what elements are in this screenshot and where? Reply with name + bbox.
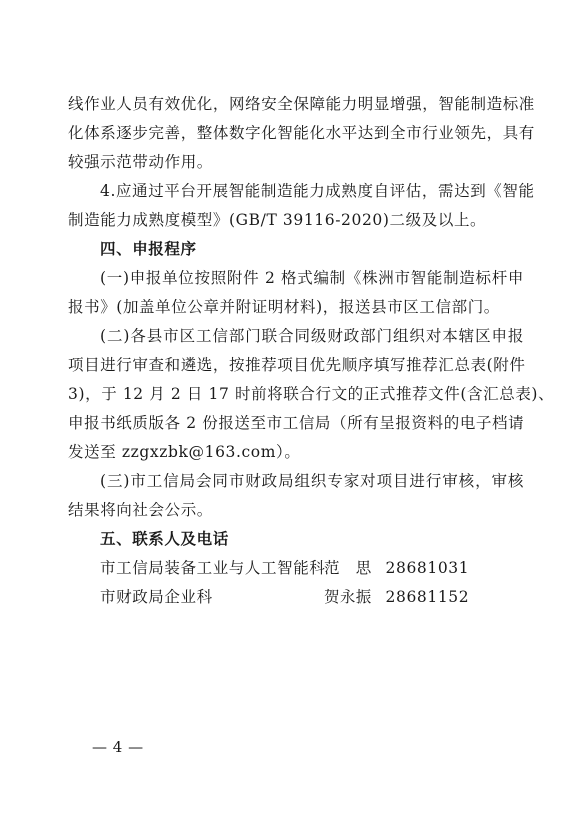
text-line: 项目进行审查和遴选，按推荐项目优先顺序填写推荐汇总表(附件 [68, 356, 526, 374]
procedure-item-3 [68, 467, 524, 525]
contact-name: 贺永振 [324, 588, 372, 606]
contact-phone: 28681152 [385, 588, 470, 606]
paragraph-continuation [68, 90, 535, 177]
procedure-item-2 [68, 322, 555, 467]
text-line: 3)，于 12 月 2 日 17 时前将联合行文的正式推荐文件(含汇总表)、 [68, 385, 555, 403]
text-line: 线作业人员有效优化，网络安全保障能力明显增强，智能制造标准 [68, 95, 535, 113]
requirement-4-paragraph [68, 177, 535, 235]
text-line: 发送至 zzgxzbk@163.com）。 [68, 443, 301, 461]
contact-row [68, 583, 524, 612]
text-line: 4.应通过平台开展智能制造能力成熟度自评估，需达到《智能 [100, 182, 535, 200]
contact-list [68, 554, 524, 612]
text-line: 报书》(加盖单位公章并附证明材料)，报送县市区工信部门。 [68, 298, 500, 316]
contact-department: 市财政局企业科 [100, 588, 213, 606]
contact-department: 市工信局装备工业与人工智能科 [100, 559, 326, 577]
text-line: (三)市工信局会同市财政局组织专家对项目进行审核，审核 [100, 472, 524, 490]
page-number: — 4 — [92, 738, 144, 756]
contact-row [68, 554, 524, 583]
text-line: 较强示范带动作用。 [68, 153, 213, 171]
document-body [68, 90, 555, 612]
text-line: 申报书纸质版各 2 份报送至市工信局（所有呈报资料的电子档请 [68, 414, 525, 432]
text-line: 化体系逐步完善，整体数字化智能化水平达到全市行业领先，具有 [68, 124, 535, 142]
contact-name: 范 思 [324, 559, 372, 577]
text-line: 结果将向社会公示。 [68, 501, 213, 519]
procedure-item-1 [68, 264, 524, 322]
text-line: 制造能力成熟度模型》(GB/T 39116-2020)二级及以上。 [68, 211, 487, 229]
section-heading-application-procedure: 四、申报程序 [100, 240, 197, 258]
text-line: (二)各县市区工信部门联合同级财政部门组织对本辖区申报 [100, 327, 524, 345]
contact-phone: 28681031 [385, 559, 470, 577]
text-line: (一)申报单位按照附件 2 格式编制《株洲市智能制造标杆申 [100, 269, 524, 287]
section-heading-contacts: 五、联系人及电话 [100, 530, 229, 548]
